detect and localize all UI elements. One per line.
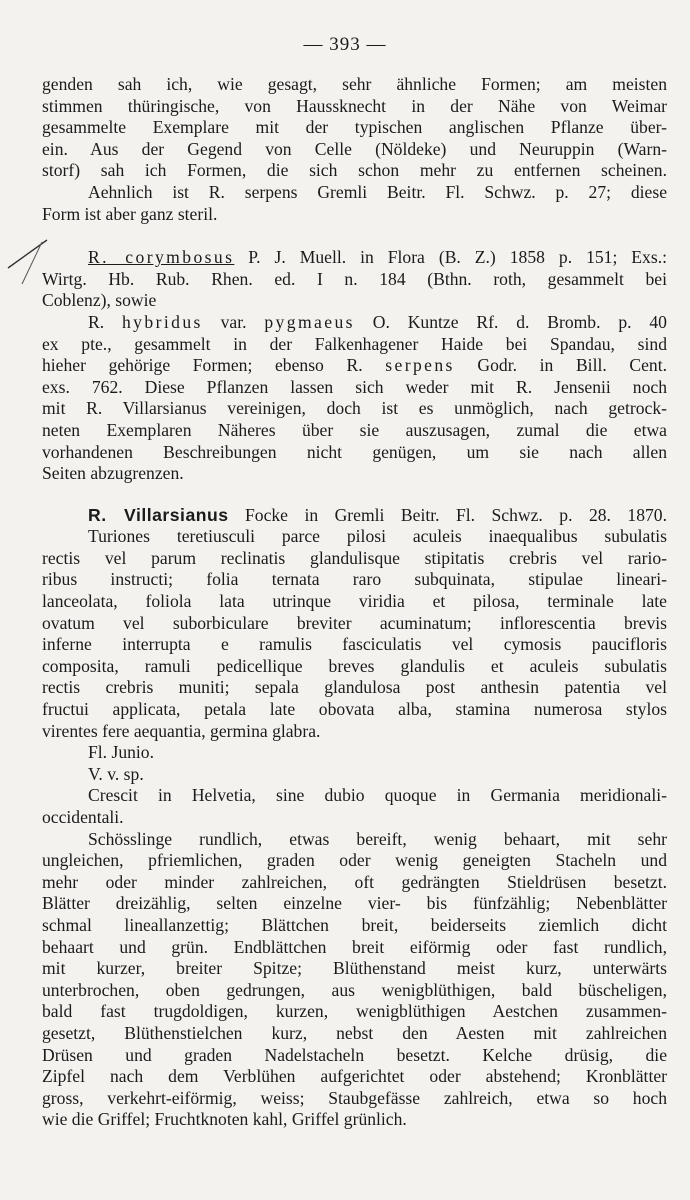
text-line: exs. 762. Diese Pflanzen lassen sich weder mit R. Jensenii noch xyxy=(42,376,667,397)
species-heading xyxy=(42,505,667,527)
page-number: — 393 — xyxy=(303,34,387,55)
species-entry-villarsianus xyxy=(42,505,667,1131)
page-text xyxy=(42,74,667,1131)
text-line: Zipfel nach dem Verblühen aufgerichtet oder abstehend; Kronblätter xyxy=(42,1066,667,1087)
text-line: Wirtg. Hb. Rub. Rhen. ed. I n. 184 (Bthn. roth, gesammelt bei xyxy=(42,268,667,289)
text-line: vorhandenen Beschreibungen nicht genügen, um sie nach allen xyxy=(42,441,667,462)
text-line: genden sah ich, wie gesagt, sehr ähnliche Formen; am meisten xyxy=(42,74,667,94)
text-line: behaart und grün. Endblättchen breit eiförmig oder fast rundlich, xyxy=(42,936,667,957)
text-line: inferne interrupta e ramulis fasciculatis vel cymosis paucifloris xyxy=(42,634,667,655)
variety-name: pygmaeus xyxy=(264,311,355,332)
text-span: Godr. in Bill. Cent. xyxy=(454,355,667,376)
text-span: R. xyxy=(88,311,122,332)
text-line: rectis vel parum reclinatis glandulisque stipitatis crebris vel rario- xyxy=(42,547,667,568)
text-line: occidentali. xyxy=(42,807,124,827)
text-span: hieher gehörige Formen; ebenso R. xyxy=(42,355,386,376)
text-line: gesetzt, Blüthenstielchen kurz, nebst den Aesten mit zahlreichen xyxy=(42,1022,667,1043)
text-line: neten Exemplaren Näheres über sie auszusagen, zumal die etwa xyxy=(42,419,667,440)
text-line: mehr oder minder zahlreichen, oft gedrängten Stieldrüsen besetzt. xyxy=(42,871,667,892)
text-line: Drüsen und graden Nadelstacheln besetzt. Kelche drüsig, die xyxy=(42,1044,667,1065)
citation-text: P. J. Muell. in Flora (B. Z.) 1858 p. 151; Exs.: xyxy=(234,247,667,268)
text-line: ovatum vel suborbiculare breviter acuminatum; inflorescentia brevis xyxy=(42,612,667,633)
text-line: rectis crebris muniti; sepala glandulosa post anthesin patentia vel xyxy=(42,677,667,698)
text-line: lanceolata, foliola lata utrinque viridia et pilosa, terminale late xyxy=(42,591,667,612)
text-line: Turiones teretiusculi parce pilosi aculeis inaequalibus subulatis xyxy=(88,526,667,547)
species-name: serpens xyxy=(385,355,455,376)
text-line xyxy=(42,355,667,377)
species-title: R. Villarsianus xyxy=(88,504,229,525)
paragraph-corymbosus xyxy=(42,247,667,485)
text-line: Aehnlich ist R. serpens Gremli Beitr. Fl. Schwz. p. 27; diese xyxy=(88,181,667,202)
paragraph-continuation xyxy=(42,74,667,225)
text-span: O. Kuntze Rf. d. Bromb. p. 40 xyxy=(354,311,667,332)
text-line: Seiten abzugrenzen. xyxy=(42,463,184,484)
text-line: Schösslinge rundlich, etwas bereift, wenig behaart, mit sehr xyxy=(88,828,667,849)
species-name: R. corymbosus xyxy=(88,247,235,268)
text-line: wie die Griffel; Fruchtknoten kahl, Griffel grünlich. xyxy=(42,1109,407,1130)
text-line: ungleichen, pfriemlichen, graden oder wenig geneigten Stacheln und xyxy=(42,850,667,871)
text-line: unterbrochen, oben gedrungen, aus wenigblüthigen, bald büscheligen, xyxy=(42,979,667,1000)
text-line: mit R. Villarsianus vereinigen, doch ist es unmöglich, nach getrock- xyxy=(42,398,667,419)
text-line: fructui applicata, petala late obovata alba, stamina numerosa stylos xyxy=(42,699,667,720)
text-line xyxy=(42,247,667,269)
text-line: composita, ramuli pedicellique breves glandulis et aculeis subulatis xyxy=(42,655,667,676)
text-line: Form ist aber ganz steril. xyxy=(42,203,218,224)
text-line: Blätter dreizählig, selten einzelne vier- bis fünfzählig; Nebenblätter xyxy=(42,893,667,914)
text-line: storf) sah ich Formen, die sich schon mehr zu entfernen scheinen. xyxy=(42,160,667,181)
flowering-time: Fl. Junio. xyxy=(88,742,154,763)
text-line: ex pte., gesammelt in der Falkenhagener Haide bei Spandau, sind xyxy=(42,333,667,354)
text-line: virentes fere aequantia, germina glabra. xyxy=(42,720,321,741)
citation-text: Focke in Gremli Beitr. Fl. Schwz. p. 28. 1870. xyxy=(228,504,667,525)
text-line: mit kurzer, breiter Spitze; Blüthenstand meist kurz, unterwärts xyxy=(42,958,667,979)
text-line: bald fast trugdoldigen, kurzen, wenigblüthigen Aestchen zusammen- xyxy=(42,1001,667,1022)
text-span: var. xyxy=(202,311,265,332)
text-line: Coblenz), sowie xyxy=(42,290,157,311)
text-line: stimmen thüringische, von Haussknecht in der Nähe von Weimar xyxy=(42,95,667,116)
text-line: ribus instructi; folia ternata raro subquinata, stipulae lineari- xyxy=(42,569,667,590)
species-name: hybridus xyxy=(121,311,203,332)
text-line: Crescit in Helvetia, sine dubio quoque in Germania meridionali- xyxy=(88,785,667,806)
text-line: schmal lineallanzettig; Blättchen breit, beiderseits ziemlich dicht xyxy=(42,914,667,935)
text-line: ein. Aus der Gegend von Celle (Nöldeke) und Neuruppin (Warn- xyxy=(42,138,667,159)
text-line xyxy=(42,312,667,334)
specimen-note: V. v. sp. xyxy=(88,763,144,784)
text-line: gross, verkehrt-eiförmig, weiss; Staubgefässe zahlreich, etwa so hoch xyxy=(42,1087,667,1108)
text-line: gesammelte Exemplare mit der typischen anglischen Pflanze über- xyxy=(42,117,667,138)
